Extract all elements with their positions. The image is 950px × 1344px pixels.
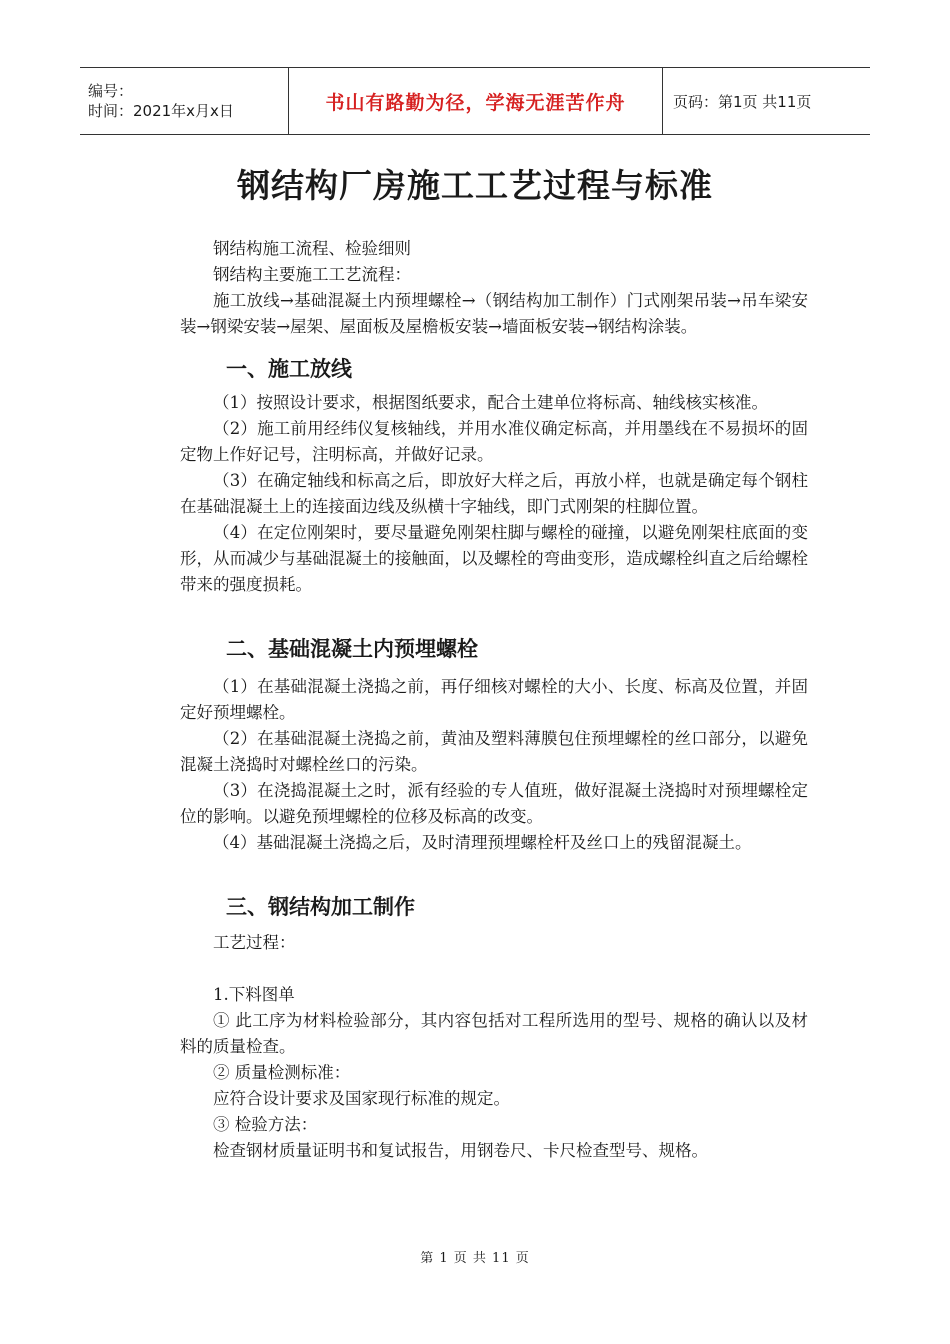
header-motto-cell [289, 68, 663, 135]
section-3-item-1-title: 1.下料图单 [213, 985, 295, 1004]
document-body [180, 236, 808, 1164]
intro-line-1: 钢结构施工流程、检验细则 [213, 239, 411, 258]
section-1-paragraph-1: （1）按照设计要求，根据图纸要求，配合土建单位将标高、轴线核实核准。 [213, 393, 768, 412]
header-table [80, 67, 870, 135]
intro-line-2: 钢结构主要施工工艺流程： [213, 265, 411, 284]
header-motto: 书山有路勤为径，学海无涯苦作舟 [325, 91, 626, 114]
header-meta [80, 68, 289, 135]
section-1-paragraph-2: （2）施工前用经纬仪复核轴线，并用水准仪确定标高，并用墨线在不易损坏的固定物上作好记号，注明标高，并做好记录。 [180, 419, 808, 464]
section-2-paragraph-2: （2）在基础混凝土浇捣之前，黄油及塑料薄膜包住预埋螺栓的丝口部分，以避免混凝土浇捣时对螺栓丝口的污染。 [180, 729, 808, 774]
section-3-item-1-c-text: 检查钢材质量证明书和复试报告，用钢卷尺、卡尺检查型号、规格。 [213, 1141, 708, 1160]
time-label: 时间：2021年x月x日 [88, 102, 234, 120]
document-title: 钢结构厂房施工工艺过程与标准 [237, 166, 713, 205]
section-3-item-1-c: ③ 检验方法： [213, 1115, 318, 1134]
section-1-heading: 一、施工放线 [226, 357, 352, 381]
section-2-paragraph-1: （1）在基础混凝土浇捣之前，再仔细核对螺栓的大小、长度、标高及位置，并固定好预埋螺栓。 [180, 677, 808, 722]
section-2-paragraph-4: （4）基础混凝土浇捣之后，及时清理预埋螺栓杆及丝口上的残留混凝土。 [213, 833, 752, 852]
section-3-item-1-b: ② 质量检测标准： [213, 1063, 351, 1082]
section-1-paragraph-4: （4）在定位刚架时，要尽量避免刚架柱脚与螺栓的碰撞，以避免刚架柱底面的变形，从而减少与基础混凝土的接触面，以及螺栓的弯曲变形，造成螺栓纠直之后给螺栓带来的强度损耗。 [180, 523, 808, 594]
page-footer: 第 1 页 共 11 页 [420, 1251, 530, 1266]
section-3-item-1-a: ① 此工序为材料检验部分，其内容包括对工程所选用的型号、规格的确认以及材料的质量检查。 [180, 1011, 808, 1056]
number-label: 编号： [88, 82, 134, 100]
section-1-paragraph-3: （3）在确定轴线和标高之后，即放好大样之后，再放小样，也就是确定每个钢柱在基础混凝土上的连接面边线及纵横十字轴线，即门式刚架的柱脚位置。 [180, 471, 808, 516]
header-page-info: 页码：第1页 共11页 [673, 92, 812, 111]
section-2-heading: 二、基础混凝土内预埋螺栓 [226, 637, 478, 661]
section-3-item-1-b-text: 应符合设计要求及国家现行标准的规定。 [213, 1089, 510, 1108]
section-2-paragraph-3: （3）在浇捣混凝土之时，派有经验的专人值班，做好混凝土浇捣时对预埋螺栓定位的影响。以避免预埋螺栓的位移及标高的改变。 [180, 781, 808, 826]
section-3-heading: 三、钢结构加工制作 [226, 895, 415, 919]
section-3-process-label: 工艺过程： [213, 933, 296, 952]
intro-process-flow: 施工放线→基础混凝土内预埋螺栓→（钢结构加工制作）门式刚架吊装→吊车梁安装→钢梁安装→屋架、屋面板及屋檐板安装→墙面板安装→钢结构涂装。 [180, 291, 808, 336]
